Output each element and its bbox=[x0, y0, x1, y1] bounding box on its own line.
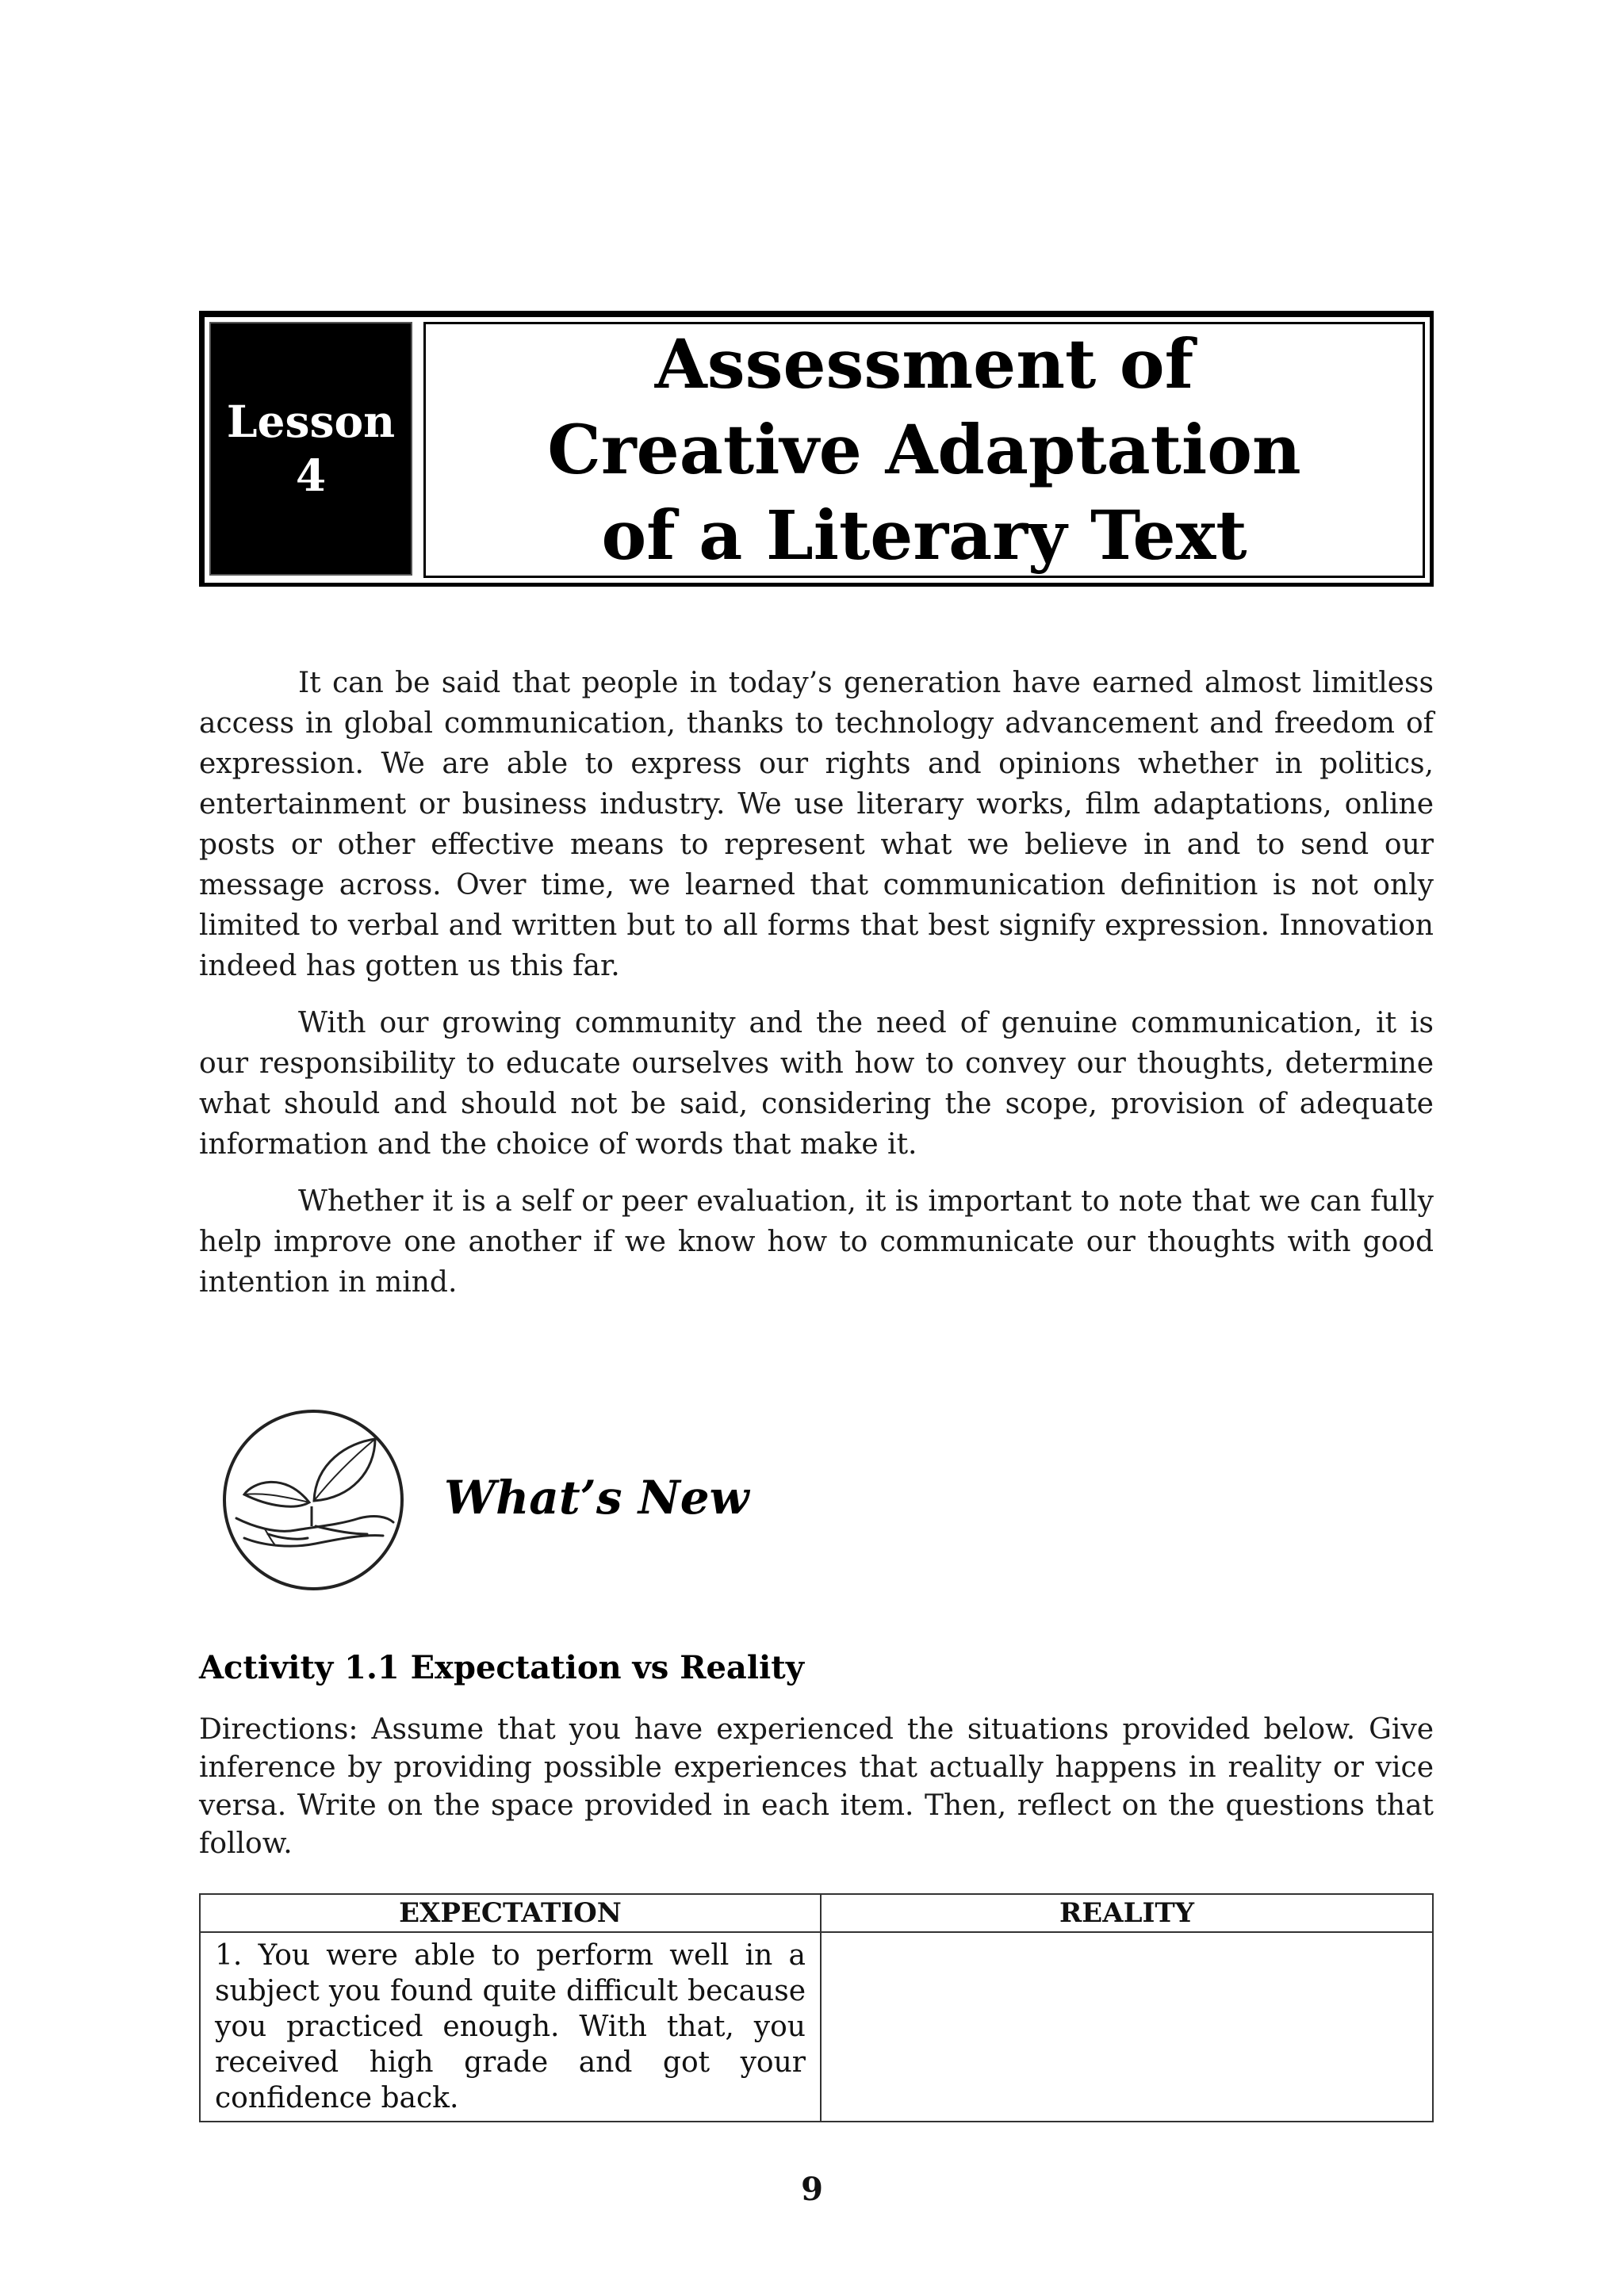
table-row bbox=[200, 1932, 1433, 2122]
table-header-row bbox=[200, 1894, 1433, 1932]
lesson-title-line: of a Literary Text bbox=[601, 496, 1247, 576]
intro-paragraph: It can be said that people in today’s generation have earned almost limitless access in global communication, thanks to technology advancement and freedom of expression. We are able to express our rights and opinions whether in politics, entertainment or business industry. We use literary works, film adaptations, online posts or other effective means to represent what we believe in and to send our message across. Over time, we learned that communication definition is not only limited to verbal and written but to all forms that best signify expression. Innovation indeed has gotten us this far. bbox=[199, 667, 1434, 982]
expectation-header: EXPECTATION bbox=[200, 1894, 821, 1932]
intro-paragraph: With our growing community and the need of genuine communication, it is our responsibility to educate ourselves with how to convey our thoughts, determine what should and should not be said, considering the scope, provision of adequate information and the choice of words that make it. bbox=[199, 1007, 1434, 1161]
lesson-badge-number: 4 bbox=[295, 450, 327, 501]
lesson-title-box bbox=[423, 322, 1425, 578]
activity-directions: Directions: Assume that you have experienced the situations provided below. Give inference by providing possible experiences that actually happens in reality or vice versa. Write on the space provided in each item. Then, reflect on the questions that follow. bbox=[199, 1713, 1434, 1860]
lesson-badge-word: Lesson bbox=[226, 396, 396, 447]
reality-answer-cell[interactable] bbox=[821, 1932, 1433, 2122]
expectation-cell: 1. You were able to perform well in a subject you found quite difficult because you practiced enough. With that, you received high grade and got your confidence back. bbox=[200, 1932, 821, 2122]
intro-paragraph: Whether it is a self or peer evaluation, it is important to note that we can fully help improve one another if we know how to communicate our thoughts with good intention in mind. bbox=[199, 1185, 1434, 1299]
intro-text bbox=[199, 663, 1434, 1319]
lesson-header bbox=[199, 311, 1434, 587]
activity-heading: Activity 1.1 Expectation vs Reality bbox=[199, 1649, 804, 1686]
hand-holding-seedling-icon bbox=[220, 1407, 407, 1594]
whats-new-title: What’s New bbox=[444, 1471, 749, 1525]
expectation-reality-table bbox=[199, 1893, 1434, 2122]
lesson-title bbox=[547, 322, 1300, 579]
lesson-title-line: Assessment of bbox=[654, 324, 1194, 404]
page-number: 9 bbox=[801, 2171, 823, 2208]
lesson-badge bbox=[209, 322, 412, 576]
lesson-title-line: Creative Adaptation bbox=[547, 410, 1301, 490]
reality-header: REALITY bbox=[821, 1894, 1433, 1932]
